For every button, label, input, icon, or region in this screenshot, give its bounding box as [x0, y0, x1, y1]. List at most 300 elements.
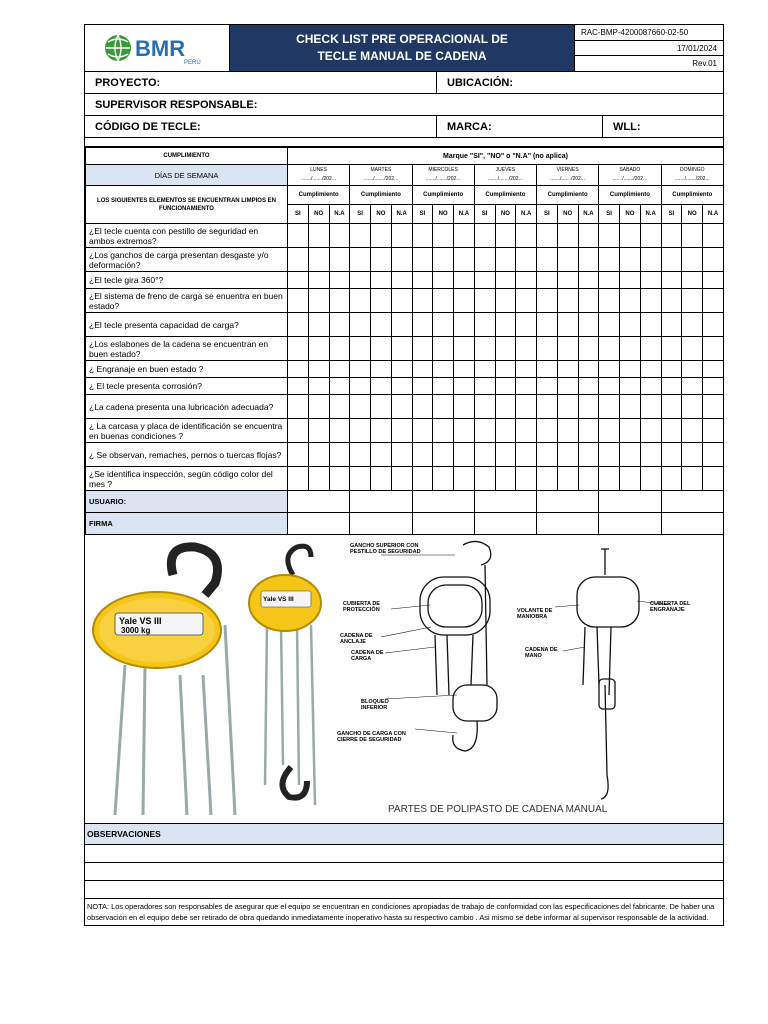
answer-cell[interactable] — [288, 395, 309, 419]
table-row — [86, 313, 724, 337]
answer-cell[interactable] — [661, 419, 682, 443]
answer-cell[interactable] — [620, 272, 641, 289]
answer-cell[interactable] — [329, 248, 350, 272]
answer-cell[interactable] — [599, 289, 620, 313]
answer-cell[interactable] — [516, 361, 537, 378]
option-si-header: SI — [288, 205, 309, 224]
answer-cell[interactable] — [288, 467, 309, 491]
answer-cell[interactable] — [371, 361, 392, 378]
answer-cell[interactable] — [433, 361, 454, 378]
answer-cell[interactable] — [495, 289, 516, 313]
answer-cell[interactable] — [288, 313, 309, 337]
answer-cell[interactable] — [350, 289, 371, 313]
answer-cell[interactable] — [474, 289, 495, 313]
answer-cell[interactable] — [308, 395, 329, 419]
answer-cell[interactable] — [371, 289, 392, 313]
answer-cell[interactable] — [703, 313, 724, 337]
answer-cell[interactable] — [682, 467, 703, 491]
answer-cell[interactable] — [557, 337, 578, 361]
answer-cell[interactable] — [537, 272, 558, 289]
day-header[interactable] — [537, 165, 599, 186]
answer-cell[interactable] — [474, 443, 495, 467]
answer-cell[interactable] — [371, 313, 392, 337]
answer-cell[interactable] — [682, 248, 703, 272]
answer-cell[interactable] — [703, 272, 724, 289]
answer-cell[interactable] — [454, 272, 475, 289]
answer-cell[interactable] — [308, 419, 329, 443]
answer-cell[interactable] — [433, 443, 454, 467]
answer-cell[interactable] — [599, 467, 620, 491]
answer-cell[interactable] — [578, 248, 599, 272]
day-name: VIERNES — [556, 167, 579, 173]
answer-cell[interactable] — [703, 395, 724, 419]
answer-cell[interactable] — [661, 289, 682, 313]
answer-cell[interactable] — [537, 443, 558, 467]
answer-cell[interactable] — [640, 467, 661, 491]
answer-cell[interactable] — [682, 378, 703, 395]
answer-cell[interactable] — [308, 443, 329, 467]
usuario-cell[interactable] — [599, 491, 661, 513]
answer-cell[interactable] — [371, 395, 392, 419]
answer-cell[interactable] — [350, 337, 371, 361]
answer-cell[interactable] — [391, 378, 412, 395]
answer-cell[interactable] — [661, 313, 682, 337]
answer-cell[interactable] — [640, 313, 661, 337]
answer-cell[interactable] — [661, 361, 682, 378]
figure-caption: PARTES DE POLIPASTO DE CADENA MANUAL — [388, 804, 608, 815]
answer-cell[interactable] — [391, 289, 412, 313]
answer-cell[interactable] — [412, 443, 433, 467]
answer-cell[interactable] — [599, 419, 620, 443]
answer-cell[interactable] — [329, 313, 350, 337]
answer-cell[interactable] — [454, 289, 475, 313]
answer-cell[interactable] — [516, 419, 537, 443]
answer-cell[interactable] — [308, 224, 329, 248]
answer-cell[interactable] — [391, 224, 412, 248]
answer-cell[interactable] — [495, 361, 516, 378]
usuario-cell[interactable] — [537, 491, 599, 513]
answer-cell[interactable] — [578, 313, 599, 337]
answer-cell[interactable] — [371, 378, 392, 395]
answer-cell[interactable] — [495, 224, 516, 248]
answer-cell[interactable] — [537, 337, 558, 361]
answer-cell[interactable] — [391, 443, 412, 467]
answer-cell[interactable] — [308, 467, 329, 491]
proyecto-label[interactable]: PROYECTO: — [85, 72, 437, 93]
answer-cell[interactable] — [557, 289, 578, 313]
answer-cell[interactable] — [557, 248, 578, 272]
answer-cell[interactable] — [288, 289, 309, 313]
supervisor-label[interactable]: SUPERVISOR RESPONSABLE: — [95, 98, 258, 111]
answer-cell[interactable] — [412, 378, 433, 395]
answer-cell[interactable] — [620, 395, 641, 419]
answer-cell[interactable] — [454, 419, 475, 443]
answer-cell[interactable] — [371, 224, 392, 248]
usuario-cell[interactable] — [661, 491, 724, 513]
answer-cell[interactable] — [495, 248, 516, 272]
answer-cell[interactable] — [391, 313, 412, 337]
answer-cell[interactable] — [703, 378, 724, 395]
label-gancho-carga: GANCHO DE CARGA CON CIERRE DE SEGURIDAD — [337, 731, 406, 743]
answer-cell[interactable] — [433, 289, 454, 313]
answer-cell[interactable] — [661, 378, 682, 395]
answer-cell[interactable] — [516, 224, 537, 248]
answer-cell[interactable] — [557, 378, 578, 395]
answer-cell[interactable] — [599, 248, 620, 272]
answer-cell[interactable] — [661, 337, 682, 361]
answer-cell[interactable] — [412, 248, 433, 272]
option-no-header: NO — [557, 205, 578, 224]
answer-cell[interactable] — [537, 419, 558, 443]
answer-cell[interactable] — [620, 313, 641, 337]
answer-cell[interactable] — [308, 272, 329, 289]
answer-cell[interactable] — [640, 224, 661, 248]
answer-cell[interactable] — [599, 395, 620, 419]
answer-cell[interactable] — [620, 378, 641, 395]
answer-cell[interactable] — [537, 224, 558, 248]
answer-cell[interactable] — [661, 443, 682, 467]
answer-cell[interactable] — [329, 337, 350, 361]
answer-cell[interactable] — [308, 337, 329, 361]
answer-cell[interactable] — [454, 443, 475, 467]
answer-cell[interactable] — [474, 337, 495, 361]
answer-cell[interactable] — [537, 378, 558, 395]
answer-cell[interactable] — [537, 248, 558, 272]
answer-cell[interactable] — [578, 467, 599, 491]
answer-cell[interactable] — [474, 419, 495, 443]
answer-cell[interactable] — [495, 467, 516, 491]
answer-cell[interactable] — [288, 443, 309, 467]
answer-cell[interactable] — [640, 378, 661, 395]
answer-cell[interactable] — [474, 361, 495, 378]
answer-cell[interactable] — [516, 337, 537, 361]
answer-cell[interactable] — [703, 337, 724, 361]
answer-cell[interactable] — [682, 361, 703, 378]
answer-cell[interactable] — [454, 313, 475, 337]
answer-cell[interactable] — [412, 395, 433, 419]
answer-cell[interactable] — [640, 337, 661, 361]
usuario-cell[interactable] — [288, 491, 350, 513]
answer-cell[interactable] — [661, 272, 682, 289]
answer-cell[interactable] — [329, 289, 350, 313]
answer-cell[interactable] — [703, 248, 724, 272]
answer-cell[interactable] — [640, 248, 661, 272]
answer-cell[interactable] — [391, 337, 412, 361]
answer-cell[interactable] — [350, 395, 371, 419]
answer-cell[interactable] — [620, 467, 641, 491]
answer-cell[interactable] — [433, 467, 454, 491]
answer-cell[interactable] — [433, 337, 454, 361]
answer-cell[interactable] — [433, 272, 454, 289]
option-na-header: N.A — [454, 205, 475, 224]
answer-cell[interactable] — [288, 224, 309, 248]
answer-cell[interactable] — [454, 361, 475, 378]
answer-cell[interactable] — [454, 395, 475, 419]
answer-cell[interactable] — [516, 378, 537, 395]
answer-cell[interactable] — [578, 224, 599, 248]
answer-cell[interactable] — [350, 272, 371, 289]
cumplimiento-subheader: Cumplimiento — [350, 186, 412, 205]
firma-cell[interactable] — [537, 513, 599, 535]
answer-cell[interactable] — [308, 248, 329, 272]
answer-cell[interactable] — [288, 248, 309, 272]
answer-cell[interactable] — [599, 272, 620, 289]
answer-cell[interactable] — [412, 337, 433, 361]
answer-cell[interactable] — [288, 361, 309, 378]
answer-cell[interactable] — [620, 248, 641, 272]
usuario-cell[interactable] — [474, 491, 536, 513]
answer-cell[interactable] — [329, 224, 350, 248]
answer-cell[interactable] — [454, 337, 475, 361]
usuario-cell[interactable] — [412, 491, 474, 513]
wll-label[interactable]: WLL: — [613, 120, 641, 133]
answer-cell[interactable] — [682, 272, 703, 289]
answer-cell[interactable] — [703, 361, 724, 378]
answer-cell[interactable] — [350, 467, 371, 491]
answer-cell[interactable] — [371, 337, 392, 361]
answer-cell[interactable] — [474, 272, 495, 289]
answer-cell[interactable] — [682, 395, 703, 419]
firma-cell[interactable] — [288, 513, 350, 535]
answer-cell[interactable] — [371, 443, 392, 467]
answer-cell[interactable] — [412, 313, 433, 337]
answer-cell[interactable] — [350, 248, 371, 272]
answer-cell[interactable] — [350, 443, 371, 467]
answer-cell[interactable] — [308, 289, 329, 313]
answer-cell[interactable] — [412, 361, 433, 378]
answer-cell[interactable] — [474, 467, 495, 491]
answer-cell[interactable] — [412, 467, 433, 491]
answer-cell[interactable] — [661, 395, 682, 419]
answer-cell[interactable] — [433, 419, 454, 443]
answer-cell[interactable] — [557, 361, 578, 378]
answer-cell[interactable] — [329, 467, 350, 491]
answer-cell[interactable] — [329, 378, 350, 395]
answer-cell[interactable] — [620, 224, 641, 248]
answer-cell[interactable] — [620, 289, 641, 313]
table-row — [86, 419, 724, 443]
answer-cell[interactable] — [578, 272, 599, 289]
answer-cell[interactable] — [288, 378, 309, 395]
answer-cell[interactable] — [308, 313, 329, 337]
observaciones-line-1[interactable] — [85, 845, 723, 863]
firma-cell[interactable] — [599, 513, 661, 535]
answer-cell[interactable] — [474, 248, 495, 272]
answer-cell[interactable] — [640, 272, 661, 289]
answer-cell[interactable] — [661, 467, 682, 491]
answer-cell[interactable] — [350, 419, 371, 443]
answer-cell[interactable] — [661, 224, 682, 248]
answer-cell[interactable] — [495, 272, 516, 289]
answer-cell[interactable] — [703, 224, 724, 248]
answer-cell[interactable] — [350, 313, 371, 337]
firma-cell[interactable] — [412, 513, 474, 535]
observaciones-line-2[interactable] — [85, 863, 723, 881]
dias-semana-label: DÍAS DE SEMANA — [86, 165, 288, 186]
answer-cell[interactable] — [371, 419, 392, 443]
question-text: ¿El tecle presenta capacidad de carga? — [86, 313, 288, 337]
codigo-row — [85, 116, 723, 138]
answer-cell[interactable] — [516, 272, 537, 289]
answer-cell[interactable] — [537, 467, 558, 491]
answer-cell[interactable] — [454, 248, 475, 272]
answer-cell[interactable] — [703, 467, 724, 491]
answer-cell[interactable] — [474, 313, 495, 337]
answer-cell[interactable] — [516, 313, 537, 337]
usuario-cell[interactable] — [350, 491, 412, 513]
answer-cell[interactable] — [599, 361, 620, 378]
observaciones-line-3[interactable] — [85, 881, 723, 899]
answer-cell[interactable] — [620, 443, 641, 467]
answer-cell[interactable] — [516, 289, 537, 313]
capacity-label-1: 3000 kg — [121, 626, 151, 635]
answer-cell[interactable] — [329, 272, 350, 289]
day-header[interactable] — [599, 165, 661, 186]
answer-cell[interactable] — [578, 419, 599, 443]
answer-cell[interactable] — [682, 419, 703, 443]
answer-cell[interactable] — [578, 378, 599, 395]
answer-cell[interactable] — [557, 395, 578, 419]
answer-cell[interactable] — [454, 467, 475, 491]
answer-cell[interactable] — [516, 443, 537, 467]
answer-cell[interactable] — [412, 272, 433, 289]
table-row — [86, 248, 724, 272]
answer-cell[interactable] — [350, 361, 371, 378]
answer-cell[interactable] — [350, 378, 371, 395]
answer-cell[interactable] — [537, 313, 558, 337]
cumplimiento-subheader: Cumplimiento — [474, 186, 536, 205]
answer-cell[interactable] — [599, 224, 620, 248]
answer-cell[interactable] — [474, 224, 495, 248]
day-header[interactable] — [474, 165, 536, 186]
answer-cell[interactable] — [288, 419, 309, 443]
answer-cell[interactable] — [433, 224, 454, 248]
answer-cell[interactable] — [537, 289, 558, 313]
answer-cell[interactable] — [640, 419, 661, 443]
answer-cell[interactable] — [495, 337, 516, 361]
answer-cell[interactable] — [578, 361, 599, 378]
answer-cell[interactable] — [391, 395, 412, 419]
answer-cell[interactable] — [537, 395, 558, 419]
answer-cell[interactable] — [391, 272, 412, 289]
answer-cell[interactable] — [578, 443, 599, 467]
answer-cell[interactable] — [640, 289, 661, 313]
answer-cell[interactable] — [620, 419, 641, 443]
answer-cell[interactable] — [308, 378, 329, 395]
day-header[interactable] — [288, 165, 350, 186]
answer-cell[interactable] — [599, 313, 620, 337]
answer-cell[interactable] — [412, 419, 433, 443]
answer-cell[interactable] — [682, 313, 703, 337]
answer-cell[interactable] — [599, 378, 620, 395]
answer-cell[interactable] — [557, 467, 578, 491]
ubicacion-label[interactable]: UBICACIÓN: — [447, 76, 513, 89]
answer-cell[interactable] — [682, 289, 703, 313]
answer-cell[interactable] — [557, 224, 578, 248]
answer-cell[interactable] — [640, 395, 661, 419]
answer-cell[interactable] — [703, 419, 724, 443]
option-si-header: SI — [661, 205, 682, 224]
answer-cell[interactable] — [599, 443, 620, 467]
answer-cell[interactable] — [682, 443, 703, 467]
day-header[interactable] — [412, 165, 474, 186]
day-header[interactable] — [350, 165, 412, 186]
answer-cell[interactable] — [661, 248, 682, 272]
answer-cell[interactable] — [620, 337, 641, 361]
answer-cell[interactable] — [329, 395, 350, 419]
answer-cell[interactable] — [495, 419, 516, 443]
firma-cell[interactable] — [350, 513, 412, 535]
answer-cell[interactable] — [599, 337, 620, 361]
answer-cell[interactable] — [433, 248, 454, 272]
answer-cell[interactable] — [371, 248, 392, 272]
answer-cell[interactable] — [640, 361, 661, 378]
answer-cell[interactable] — [391, 248, 412, 272]
answer-cell[interactable] — [578, 337, 599, 361]
marca-label[interactable]: MARCA: — [437, 116, 603, 137]
answer-cell[interactable] — [329, 361, 350, 378]
answer-cell[interactable] — [433, 395, 454, 419]
answer-cell[interactable] — [495, 395, 516, 419]
answer-cell[interactable] — [412, 289, 433, 313]
answer-cell[interactable] — [371, 467, 392, 491]
answer-cell[interactable] — [433, 313, 454, 337]
answer-cell[interactable] — [454, 378, 475, 395]
answer-cell[interactable] — [454, 224, 475, 248]
answer-cell[interactable] — [682, 337, 703, 361]
answer-cell[interactable] — [557, 443, 578, 467]
answer-cell[interactable] — [557, 419, 578, 443]
codigo-label[interactable]: CÓDIGO DE TECLE: — [85, 116, 437, 137]
day-header[interactable] — [661, 165, 724, 186]
answer-cell[interactable] — [703, 443, 724, 467]
answer-cell[interactable] — [329, 419, 350, 443]
answer-cell[interactable] — [474, 378, 495, 395]
answer-cell[interactable] — [288, 337, 309, 361]
answer-cell[interactable] — [350, 224, 371, 248]
answer-cell[interactable] — [682, 224, 703, 248]
question-text: ¿ La carcasa y placa de identificación se encuentra en buenas condiciones ? — [86, 419, 288, 443]
firma-cell[interactable] — [474, 513, 536, 535]
answer-cell[interactable] — [474, 395, 495, 419]
answer-cell[interactable] — [412, 224, 433, 248]
answer-cell[interactable] — [516, 467, 537, 491]
answer-cell[interactable] — [537, 361, 558, 378]
answer-cell[interactable] — [288, 272, 309, 289]
answer-cell[interactable] — [371, 272, 392, 289]
answer-cell[interactable] — [391, 419, 412, 443]
answer-cell[interactable] — [495, 313, 516, 337]
firma-cell[interactable] — [661, 513, 724, 535]
answer-cell[interactable] — [557, 313, 578, 337]
answer-cell[interactable] — [640, 443, 661, 467]
answer-cell[interactable] — [620, 361, 641, 378]
answer-cell[interactable] — [557, 272, 578, 289]
answer-cell[interactable] — [433, 378, 454, 395]
answer-cell[interactable] — [391, 361, 412, 378]
answer-cell[interactable] — [495, 443, 516, 467]
answer-cell[interactable] — [703, 289, 724, 313]
day-name: JUEVES — [495, 167, 516, 173]
answer-cell[interactable] — [495, 378, 516, 395]
answer-cell[interactable] — [329, 443, 350, 467]
answer-cell[interactable] — [308, 361, 329, 378]
answer-cell[interactable] — [391, 467, 412, 491]
answer-cell[interactable] — [578, 395, 599, 419]
answer-cell[interactable] — [578, 289, 599, 313]
answer-cell[interactable] — [516, 395, 537, 419]
answer-cell[interactable] — [516, 248, 537, 272]
